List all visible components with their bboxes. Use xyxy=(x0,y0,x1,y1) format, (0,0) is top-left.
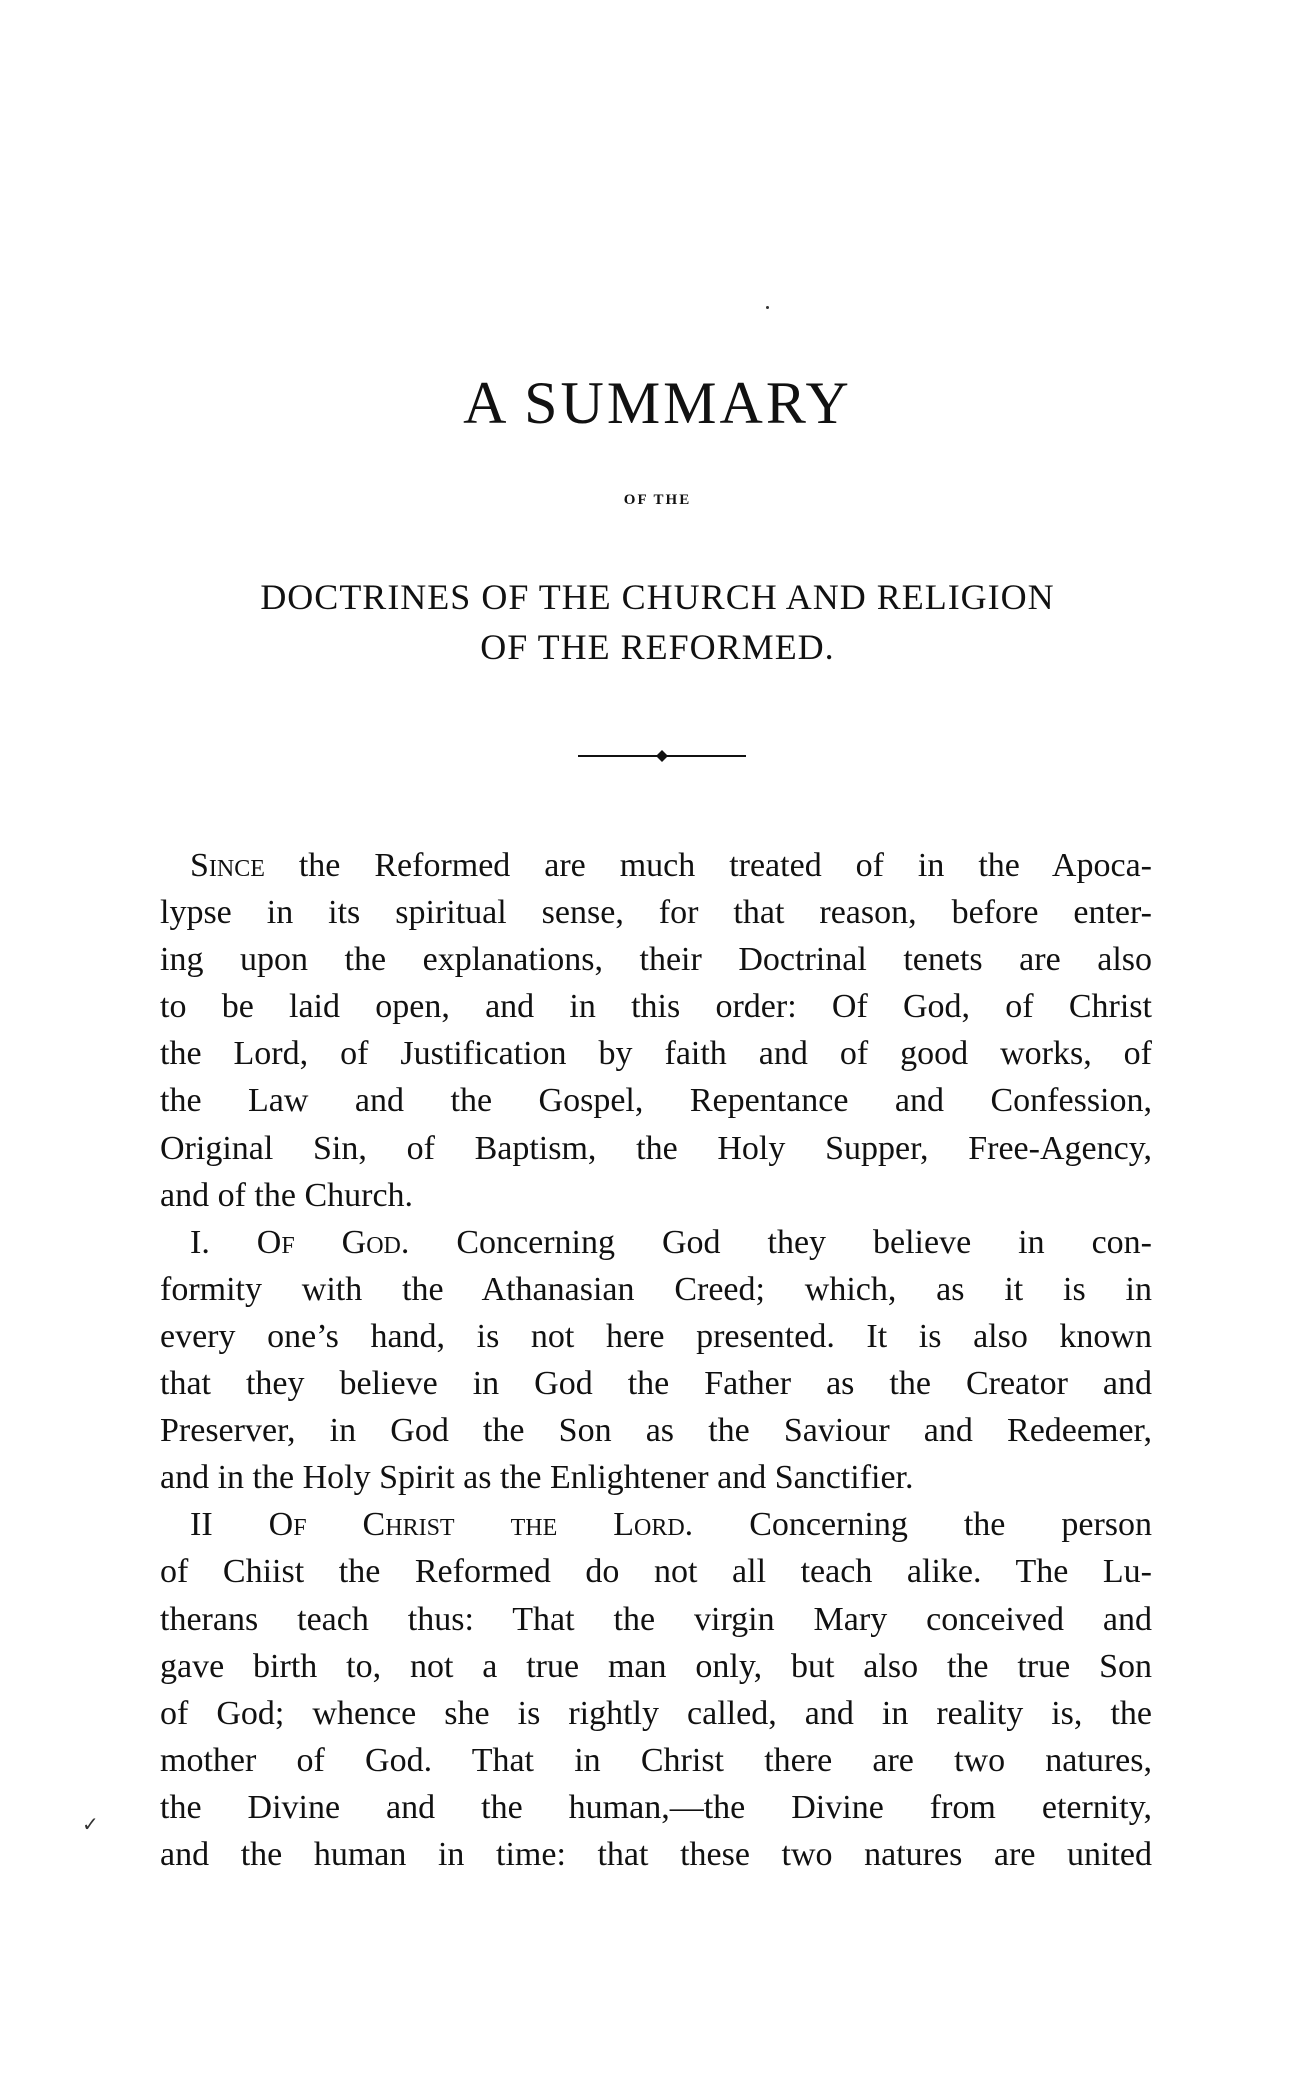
p2-line-6: and in the Holy Spirit as the Enlightener and Sanctifier. xyxy=(160,1459,914,1497)
p3-line-7: the Divine and the human,—the Divine from eternity, xyxy=(160,1788,1152,1826)
p2-line-5: Preserver, in God the Son as the Saviour and Redeemer, xyxy=(160,1412,1152,1450)
p1-line-2: lypse in its spiritual sense, for that reason, before enter- xyxy=(160,894,1152,932)
p2-heading: Of God. xyxy=(256,1223,410,1261)
p2-line-1 xyxy=(160,1219,1152,1266)
margin-mark: ✓ xyxy=(82,1814,99,1836)
print-speck xyxy=(766,306,769,309)
p1-line-1-text: the Reformed are much treated of in the Apoca- xyxy=(264,847,1152,884)
p1-line-8: and of the Church. xyxy=(160,1176,414,1214)
p3-line-3: therans teach thus: That the virgin Mary conceived and xyxy=(160,1600,1152,1638)
p1-lead: Since xyxy=(190,847,265,884)
p3-number: II xyxy=(190,1506,269,1544)
p3-line-4: gave birth to, not a true man only, but also the true Son xyxy=(160,1647,1152,1685)
p1-line-6: the Law and the Gospel, Repentance and Confession, xyxy=(160,1082,1152,1120)
p3-line-8: and the human in time: that these two natures are united xyxy=(160,1835,1152,1873)
p1-line-7: Original Sin, of Baptism, the Holy Supper, Free-Agency, xyxy=(160,1129,1152,1167)
p1-line-5: the Lord, of Justification by faith and of good works, of xyxy=(160,1035,1152,1073)
p2-line-1-text: Concerning God they believe in con- xyxy=(409,1223,1152,1261)
subtitle-line-1: DOCTRINES OF THE CHURCH AND RELIGION xyxy=(260,577,1055,617)
p1-line-1 xyxy=(160,842,1152,889)
p2-line-2: formity with the Athanasian Creed; which, as it is in xyxy=(160,1270,1152,1308)
p1-line-4: to be laid open, and in this order: Of God, of Christ xyxy=(160,988,1152,1026)
p2-number: I. xyxy=(190,1223,257,1261)
body-text xyxy=(160,842,1152,1878)
p3-line-1-text: Concerning the person xyxy=(693,1506,1153,1544)
p1-line-3: ing upon the explanations, their Doctrinal tenets are also xyxy=(160,941,1152,979)
p3-line-5: of God; whence she is rightly called, and in reality is, the xyxy=(160,1694,1152,1732)
page-subtitle xyxy=(150,572,1165,672)
p3-line-1 xyxy=(160,1501,1152,1548)
subtitle-line-2: OF THE REFORMED. xyxy=(480,627,835,667)
ornament-divider-icon xyxy=(578,750,746,762)
p3-line-2: of Chiist the Reformed do not all teach alike. The Lu- xyxy=(160,1553,1152,1591)
title-connector: OF THE xyxy=(623,492,692,508)
p3-heading: Of Christ the Lord. xyxy=(268,1506,694,1544)
p2-line-3: every one’s hand, is not here presented. It is also known xyxy=(160,1317,1152,1355)
p3-line-6: mother of God. That in Christ there are two natures, xyxy=(160,1741,1152,1779)
p2-line-4: that they believe in God the Father as the Creator and xyxy=(160,1365,1152,1403)
page-title: A SUMMARY xyxy=(463,370,852,436)
